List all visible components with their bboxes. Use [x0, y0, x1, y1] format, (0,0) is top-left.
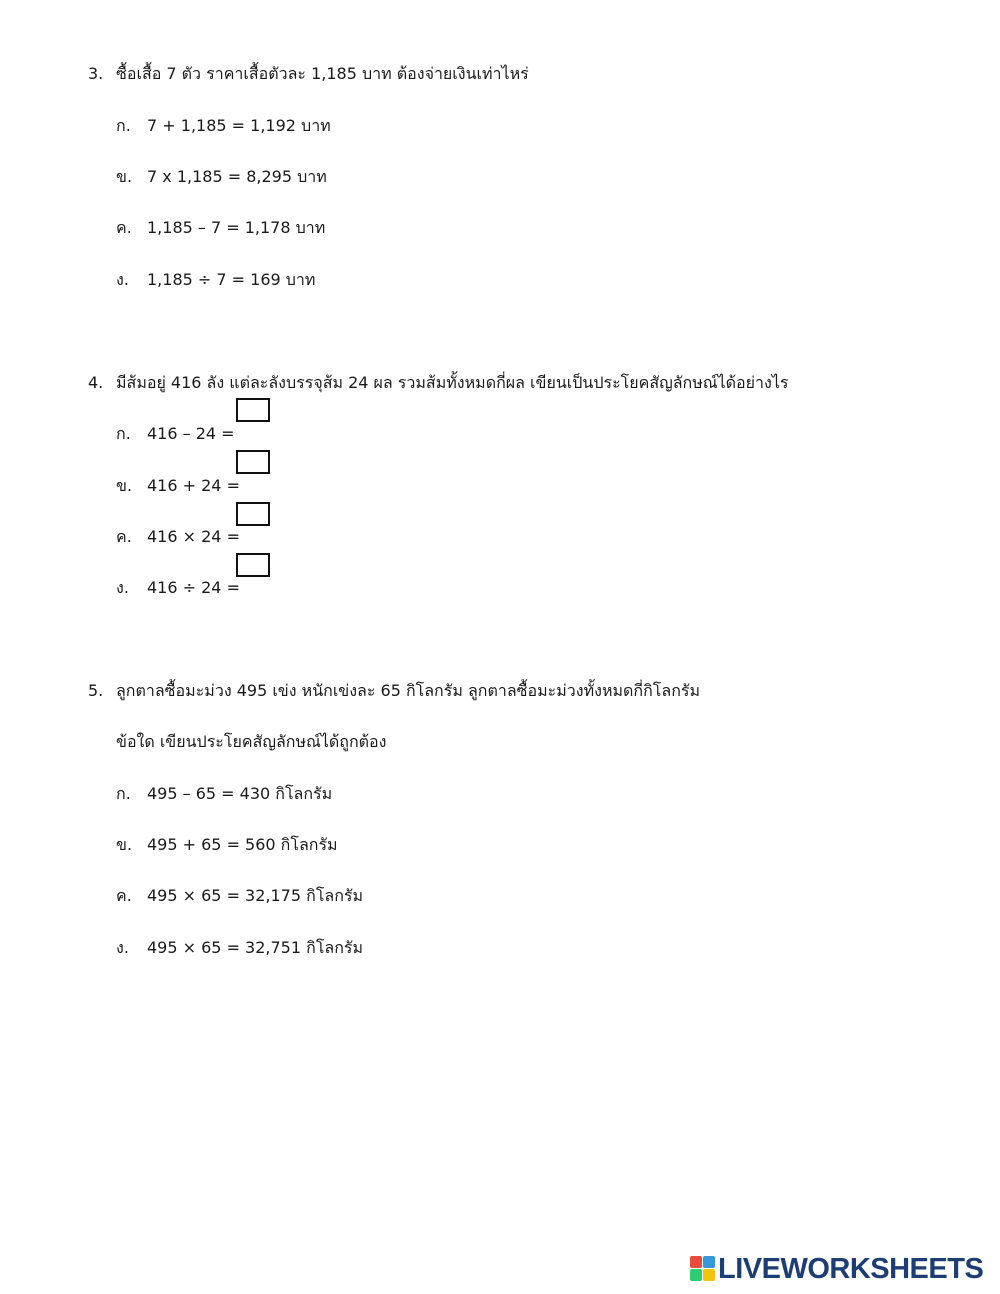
question-5-text: ลูกตาลซื้อมะม่วง 495 เข่ง หนักเข่งละ 65 กิโลกรัม ลูกตาลซื้อมะม่วงทั้งหมดกี่กิโลกรัม: [116, 681, 701, 700]
choice-letter: ข.: [116, 167, 133, 186]
answer-box-b[interactable]: [236, 450, 270, 474]
choice-text: 1,185 ÷ 7 = 169 บาท: [147, 270, 316, 289]
choice-text: 7 + 1,185 = 1,192 บาท: [147, 116, 331, 135]
choice-text: 495 + 65 = 560 กิโลกรัม: [147, 835, 338, 854]
choice-letter: ง.: [116, 578, 129, 597]
logo-tile: [703, 1269, 715, 1281]
choice-letter: ง.: [116, 270, 129, 289]
answer-box-a[interactable]: [236, 398, 270, 422]
choice-text: 416 + 24 =: [147, 476, 240, 495]
choice-text: 495 × 65 = 32,175 กิโลกรัม: [147, 886, 364, 905]
liveworksheets-logo-icon: [690, 1256, 716, 1282]
liveworksheets-logo[interactable]: [690, 1253, 983, 1285]
choice-text: 495 – 65 = 430 กิโลกรัม: [147, 784, 333, 803]
choice-letter: ข.: [116, 476, 133, 495]
question-4-text: มีส้มอยู่ 416 ลัง แต่ละลังบรรจุส้ม 24 ผล รวมส้มทั้งหมดกี่ผล เขียนเป็นประโยคสัญลักษณ์ได้อย่างไร: [116, 373, 789, 392]
choice-letter: ก.: [116, 424, 131, 443]
choice-letter: ค.: [116, 886, 132, 905]
choice-text: 1,185 – 7 = 1,178 บาท: [147, 218, 326, 237]
choice-text: 416 × 24 =: [147, 527, 240, 546]
question-3-text: ซื้อเสื้อ 7 ตัว ราคาเสื้อตัวละ 1,185 บาท ต้องจ่ายเงินเท่าไหร่: [116, 64, 529, 83]
answer-box-c[interactable]: [236, 502, 270, 526]
logo-tile: [690, 1269, 702, 1281]
logo-tile: [703, 1256, 715, 1268]
choice-text: 495 × 65 = 32,751 กิโลกรัม: [147, 938, 364, 957]
choice-letter: ค.: [116, 218, 132, 237]
logo-tile: [690, 1256, 702, 1268]
logo-text: LIVEWORKSHEETS: [718, 1252, 984, 1285]
question-5-number: 5.: [88, 681, 104, 700]
choice-letter: ก.: [116, 784, 131, 803]
question-4-number: 4.: [88, 373, 104, 392]
question-3-number: 3.: [88, 64, 104, 83]
question-5-text2: ข้อใด เขียนประโยคสัญลักษณ์ได้ถูกต้อง: [116, 732, 387, 751]
choice-letter: ง.: [116, 938, 129, 957]
choice-letter: ข.: [116, 835, 133, 854]
choice-letter: ก.: [116, 116, 131, 135]
choice-text: 416 – 24 =: [147, 424, 235, 443]
choice-text: 416 ÷ 24 =: [147, 578, 240, 597]
choice-letter: ค.: [116, 527, 132, 546]
choice-text: 7 x 1,185 = 8,295 บาท: [147, 167, 327, 186]
answer-box-d[interactable]: [236, 553, 270, 577]
